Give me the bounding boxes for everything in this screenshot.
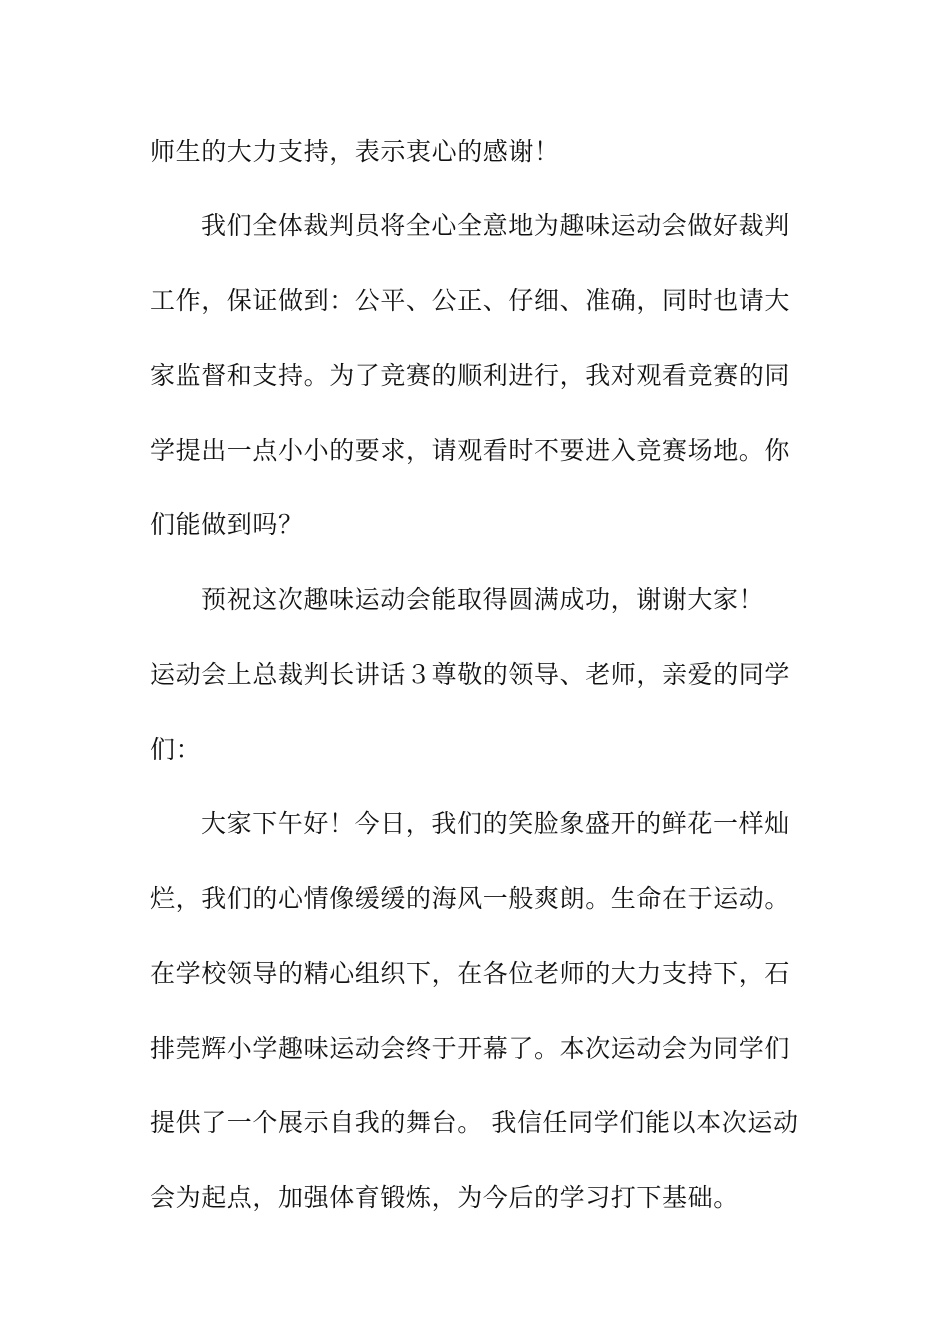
text-line: 运动会上总裁判长讲话３尊敬的领导、老师，亲爱的同学 <box>150 660 791 689</box>
text-line: 在学校领导的精心组织下，在各位老师的大力支持下，石 <box>150 959 791 988</box>
text-line: 会为起点，加强体育锻炼，为今后的学习打下基础。 <box>150 1183 739 1212</box>
text-line: 提供了一个展示自我的舞台。 我信任同学们能以本次运动 <box>150 1108 799 1137</box>
text-line: 师生的大力支持，表示衷心的感谢！ <box>150 137 560 166</box>
text-line: 大家下午好！今日，我们的笑脸象盛开的鲜花一样灿 <box>201 809 790 838</box>
text-line: 学提出一点小小的要求，请观看时不要进入竞赛场地。你 <box>150 436 791 465</box>
text-line: 工作，保证做到：公平、公正、仔细、准确，同时也请大 <box>150 286 791 315</box>
text-line: 们能做到吗？ <box>150 510 304 539</box>
text-line: 家监督和支持。为了竞赛的顺利进行，我对观看竞赛的同 <box>150 361 791 390</box>
text-line: 我们全体裁判员将全心全意地为趣味运动会做好裁判 <box>201 211 790 240</box>
text-line: 们： <box>150 735 202 764</box>
text-line: 预祝这次趣味运动会能取得圆满成功，谢谢大家！ <box>201 585 765 614</box>
text-line: 排莞辉小学趣味运动会终于开幕了。本次运动会为同学们 <box>150 1034 791 1063</box>
text-line: 烂，我们的心情像缓缓的海风一般爽朗。生命在于运动。 <box>150 884 791 913</box>
